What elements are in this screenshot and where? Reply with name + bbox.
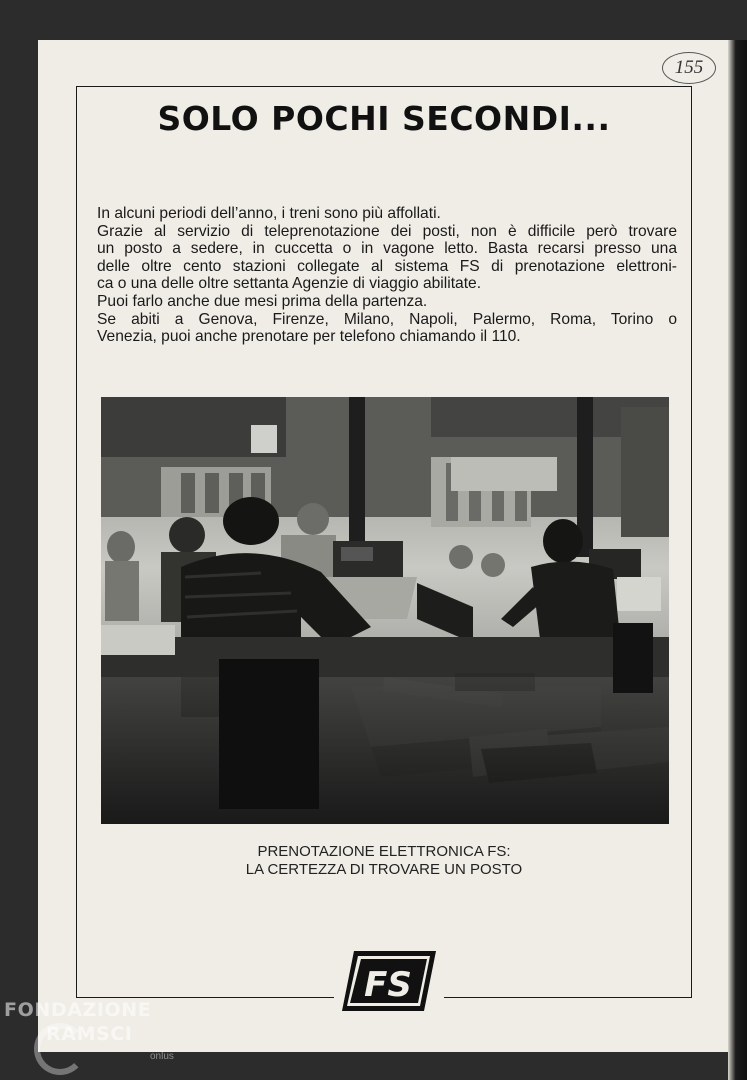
body-line: ca o una delle oltre settanta Agenzie di viaggio abilitate. (97, 275, 482, 293)
caption-line-1: PRENOTAZIONE ELETTRONICA FS: (257, 843, 511, 860)
caption-line-2: LA CERTEZZA DI TROVARE UN POSTO (245, 861, 523, 878)
archive-watermark (4, 999, 204, 1069)
body-line: Se abiti a Genova, Firenze, Milano, Napoli, Palermo, Roma, Torino o (97, 310, 677, 328)
body-line: delle oltre cento stazioni collegate al sistema FS di prenotazione elettroni- (97, 257, 677, 275)
body-line: un posto a sedere, in cuccetta o in vagone letto. Basta recarsi presso una (97, 240, 677, 258)
photo-caption (76, 843, 692, 879)
watermark-sub: onlus (150, 1051, 174, 1062)
handwritten-page-number: 155 (662, 52, 716, 84)
watermark-line-2: RAMSCI (46, 1023, 133, 1045)
body-line: Grazie al servizio di teleprenotazione dei posti, non è difficile però trovare (97, 222, 677, 240)
fs-logo (340, 949, 438, 1013)
body-line: Puoi farlo anche due mesi prima della partenza. (97, 292, 428, 310)
body-paragraph (97, 205, 677, 346)
page-edge (728, 40, 747, 1080)
fs-logo-text: FS (364, 965, 412, 1005)
watermark-line-1: FONDAZIONE (4, 999, 152, 1021)
headline: SOLO POCHI SECONDI... (157, 99, 611, 138)
body-line: Venezia, puoi anche prenotare per telefono chiamando il 110. (97, 328, 521, 346)
body-line: In alcuni periodi dell’anno, i treni sono più affollati. (97, 205, 441, 222)
booking-office-photo (101, 397, 669, 824)
